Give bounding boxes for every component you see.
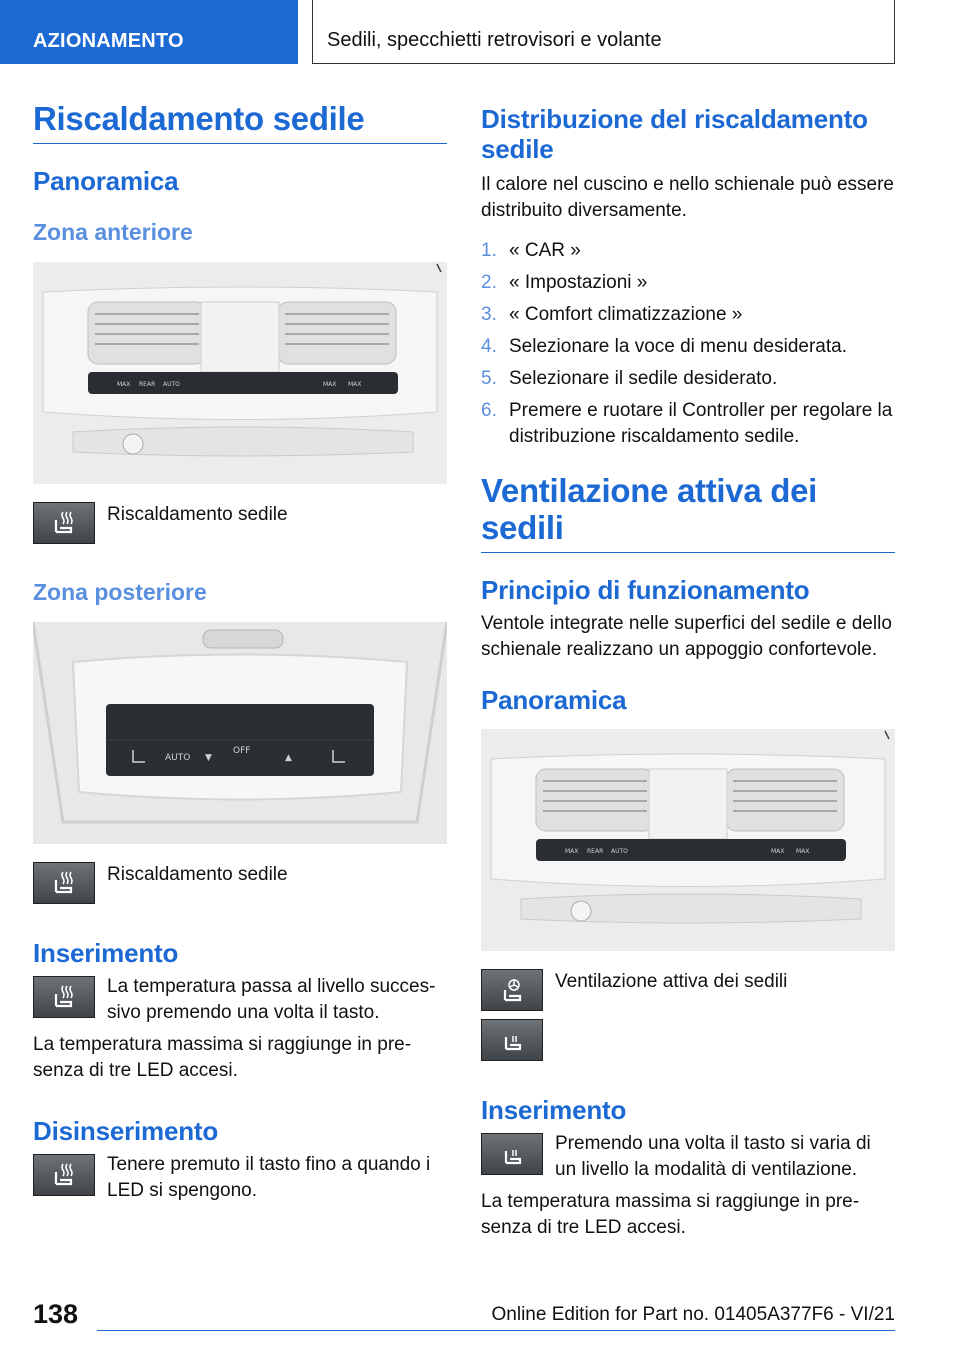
svg-text:AUTO: AUTO <box>163 381 180 388</box>
overview-heading-right: Panoramica <box>481 685 627 715</box>
svg-text:MAX: MAX <box>323 381 337 388</box>
front-caption: Riscaldamento sedile <box>107 504 288 525</box>
ventilation-title: Ventilazione attiva dei sedili <box>481 472 895 553</box>
svg-text:REAR: REAR <box>139 381 156 388</box>
left-column <box>33 100 447 1208</box>
rear-zone-heading: Zona posteriore <box>33 579 207 605</box>
seat-heating-icon <box>33 976 95 1018</box>
svg-text:MAX: MAX <box>796 848 810 855</box>
edition-text: Online Edition for Part no. 01405A377F6 - VI/21 <box>491 1304 895 1325</box>
svg-text:REAR: REAR <box>587 848 604 855</box>
distribution-text: Il calore nel cuscino e nello schienale può essere distribuito diversamente. <box>481 174 894 221</box>
svg-text:MAX: MAX <box>771 848 785 855</box>
off-heading: Disinserimento <box>33 1116 219 1146</box>
list-item: 2. « Impostazioni » <box>481 272 648 293</box>
seat-ventilation-icon <box>481 969 543 1011</box>
chapter-title: Sedili, specchietti retrovisori e volante <box>312 0 895 64</box>
svg-text:MAX: MAX <box>348 381 362 388</box>
rear-caption: Riscaldamento sedile <box>107 864 288 885</box>
title-seat-heating: Riscaldamento sedile <box>33 100 447 144</box>
svg-text:▲: ▲ <box>285 753 292 763</box>
seat-icon <box>481 1019 543 1061</box>
front-zone-heading: Zona anteriore <box>33 219 193 245</box>
distribution-heading: Distribuzione del riscaldamento sedile <box>481 104 868 164</box>
rear-climate-panel-image <box>33 622 447 844</box>
seat-heating-icon <box>33 1154 95 1196</box>
svg-text:▼: ▼ <box>205 753 212 763</box>
on-text2-right: La temperatura massima si raggiunge in pre-senza di tre LED accesi. <box>481 1191 860 1238</box>
principle-text: Ventole integrate nelle superfici del sedile e dello schienale realizzano un appoggio confortevole. <box>481 613 892 660</box>
on-text-left: La temperatura passa al livello succes-sivo premendo una volta il tasto. <box>107 976 436 1023</box>
principle-heading: Principio di funzionamento <box>481 575 810 605</box>
svg-text:OFF: OFF <box>233 746 251 756</box>
section-tab: AZIONAMENTO <box>0 0 298 64</box>
front-climate-panel-image <box>33 262 447 484</box>
list-item: 3. « Comfort climatizzazione » <box>481 304 743 325</box>
off-text: Tenere premuto il tasto fino a quando i LED si spengono. <box>107 1154 431 1201</box>
seat-heating-icon <box>33 502 95 544</box>
svg-text:MAX: MAX <box>117 381 131 388</box>
list-item: 6. Premere e ruotare il Controller per regolare la distribuzione riscaldamento sedile. <box>481 400 893 447</box>
list-item: 1. « CAR » <box>481 240 581 261</box>
svg-text:AUTO: AUTO <box>611 848 628 855</box>
on-text-right: Premendo una volta il tasto si varia di un livello la modalità di ventilazione. <box>555 1133 871 1180</box>
on-heading-right: Inserimento <box>481 1095 627 1125</box>
overview-heading: Panoramica <box>33 166 179 196</box>
list-item: 5. Selezionare il sedile desiderato. <box>481 368 778 389</box>
footer-divider <box>97 1330 895 1331</box>
seat-heating-icon <box>33 862 95 904</box>
ventilation-caption: Ventilazione attiva dei sedili <box>555 971 788 992</box>
list-item: 4. Selezionare la voce di menu desiderata. <box>481 336 847 357</box>
page-number: 138 <box>33 1299 79 1329</box>
right-column <box>481 104 895 1241</box>
front-climate-panel-image-right <box>481 729 895 951</box>
on-heading-left: Inserimento <box>33 938 179 968</box>
seat-ventilation-icon <box>481 1133 543 1175</box>
svg-text:MAX: MAX <box>565 848 579 855</box>
svg-text:AUTO: AUTO <box>165 753 191 763</box>
steps-list <box>481 238 895 450</box>
on-text2-left: La temperatura massima si raggiunge in pre-senza di tre LED accesi. <box>33 1034 412 1081</box>
